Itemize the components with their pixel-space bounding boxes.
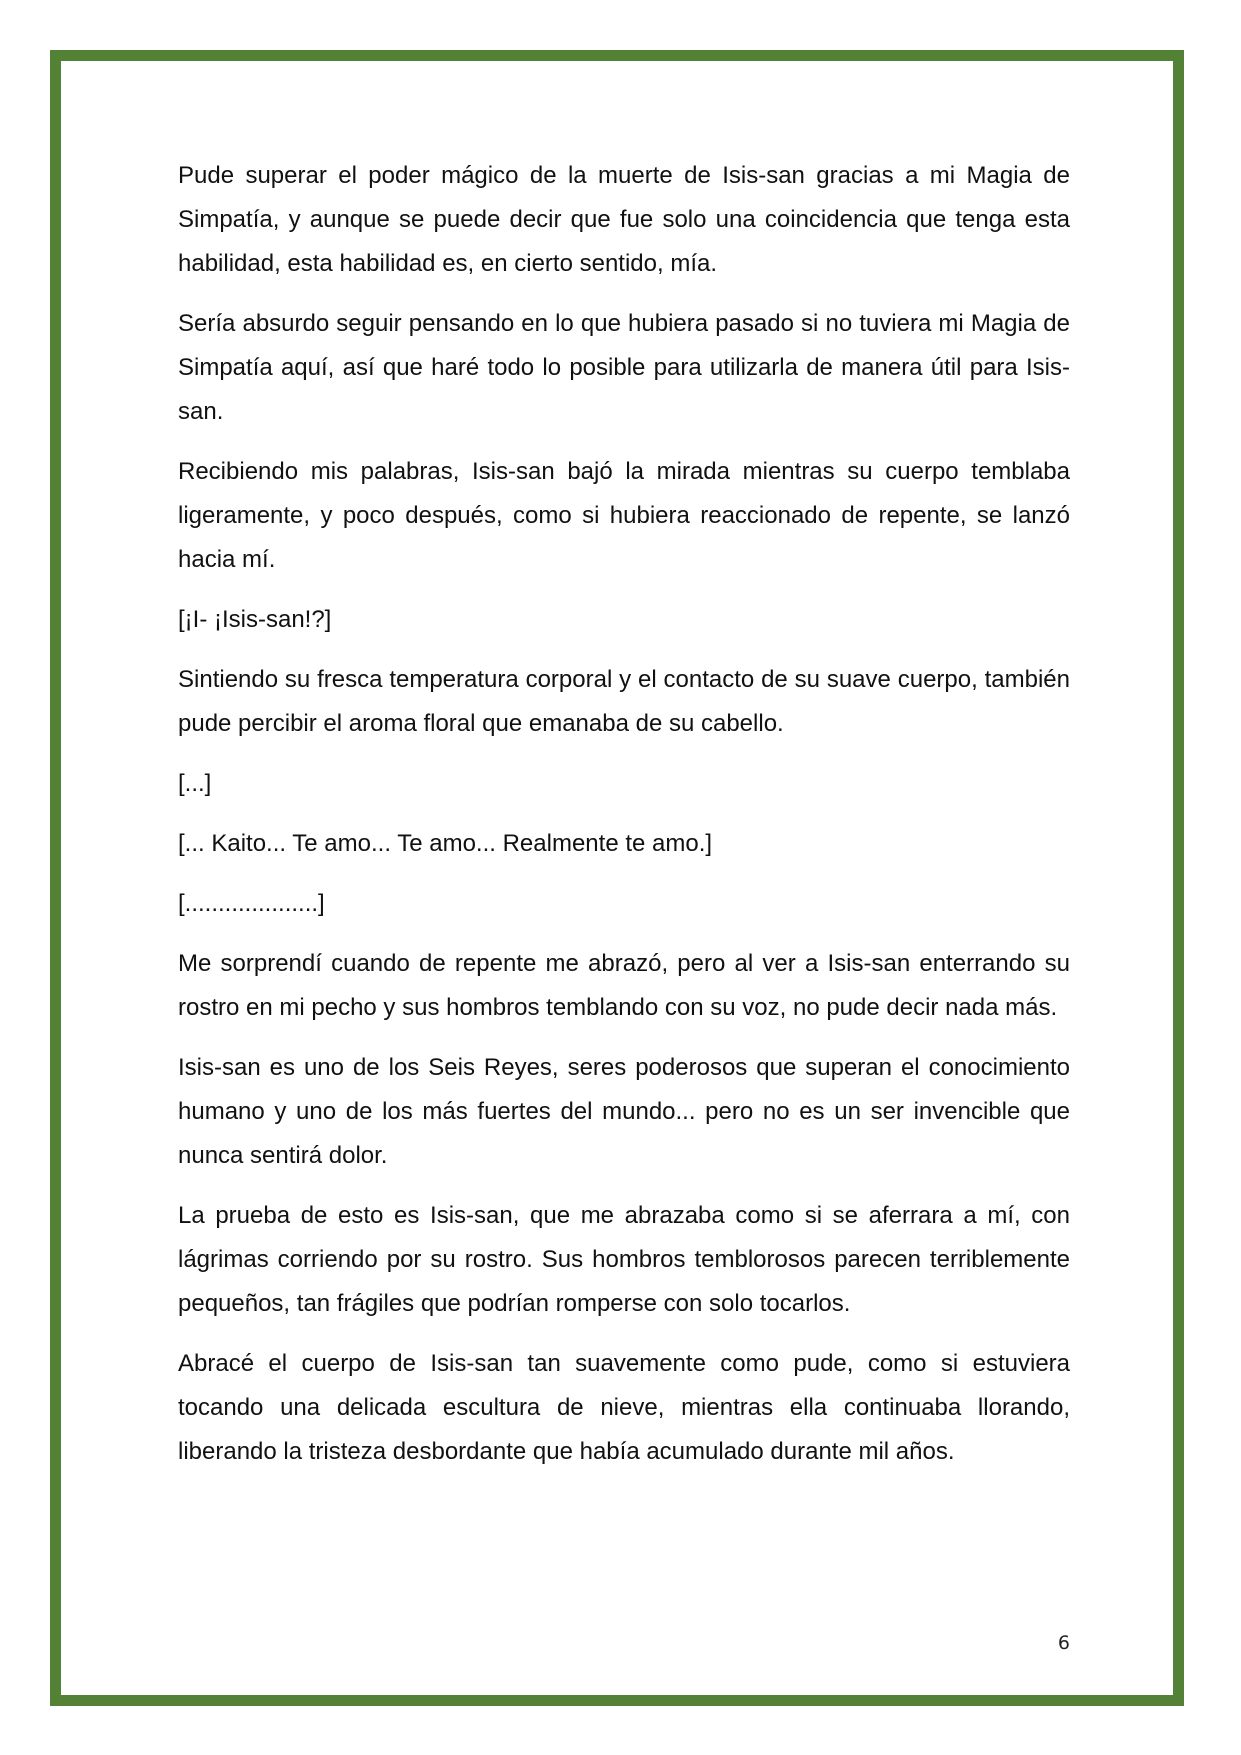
paragraph-2: Sería absurdo seguir pensando en lo que hubiera pasado si no tuviera mi Magia de Simpatía aquí, así que haré todo lo posible para utilizarla de manera útil para Isis-san. (178, 310, 1070, 425)
paragraph-10: Isis-san es uno de los Seis Reyes, seres poderosos que superan el conocimiento humano y uno de los más fuertes del mundo... pero no es un ser invencible que nunca sentirá dolor. (178, 1054, 1070, 1169)
paragraph-9: Me sorprendí cuando de repente me abrazó, pero al ver a Isis-san enterrando su rostro en mi pecho y sus hombros temblando con su voz, no pude decir nada más. (178, 950, 1070, 1021)
dialogue-line-1: [¡I- ¡Isis-san!?] (178, 606, 332, 633)
paragraph-5: Sintiendo su fresca temperatura corporal y el contacto de su suave cuerpo, también pude percibir el aroma floral que emanaba de su cabello. (178, 666, 1070, 737)
paragraph-1: Pude superar el poder mágico de la muerte de Isis-san gracias a mi Magia de Simpatía, y aunque se puede decir que fue solo una coincidencia que tenga esta habilidad, esta habilidad es, en cierto sentido, mía. (178, 162, 1070, 277)
paragraph-11: La prueba de esto es Isis-san, que me abrazaba como si se aferrara a mí, con lágrimas corriendo por su rostro. Sus hombros temblorosos parecen terriblemente pequeños, tan frágiles que podrían romperse con solo tocarlos. (178, 1202, 1070, 1317)
paragraph-12: Abracé el cuerpo de Isis-san tan suavemente como pude, como si estuviera tocando una delicada escultura de nieve, mientras ella continuaba llorando, liberando la tristeza desbordante que había acumulado durante mil años. (178, 1350, 1070, 1465)
body-text (178, 154, 1070, 1490)
dialogue-line-4: [....................] (178, 890, 325, 917)
page-number: 6 (1057, 1632, 1070, 1654)
paragraph-3: Recibiendo mis palabras, Isis-san bajó la mirada mientras su cuerpo temblaba ligeramente, y poco después, como si hubiera reaccionado de repente, se lanzó hacia mí. (178, 458, 1070, 573)
dialogue-line-3: [... Kaito... Te amo... Te amo... Realmente te amo.] (178, 830, 713, 857)
dialogue-line-2: [...] (178, 770, 212, 797)
